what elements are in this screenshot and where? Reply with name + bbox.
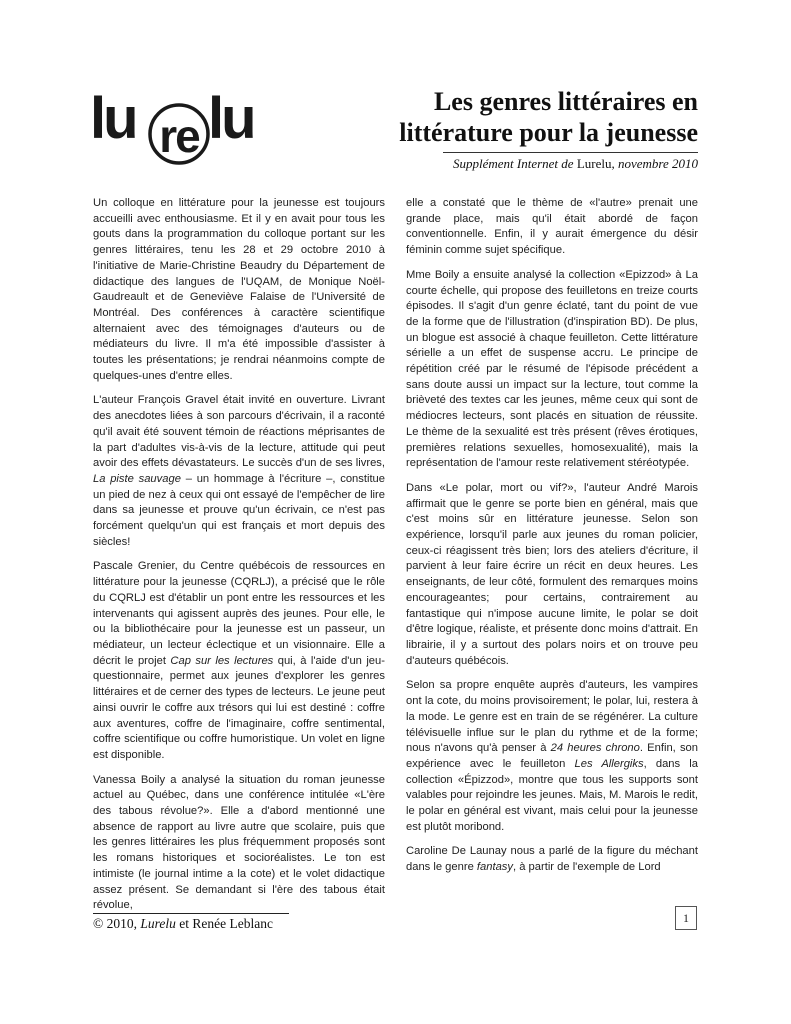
footer-divider xyxy=(93,913,289,914)
page-number: 1 xyxy=(675,906,697,930)
svg-text:lu: lu xyxy=(208,86,254,151)
svg-text:re: re xyxy=(159,110,199,162)
paragraph: Vanessa Boily a analysé la situation du roman jeunesse actuel au Québec, dans une conférence intitulée «L'ère des tabous révolue?». Elle a d'abord mentionné une absence de rapport au livre autre que scolaire, puis que les genres littéraires les plus fréquemment proposés sont les romans historiques et socioréalistes. Le ton est intimiste (le journal intime a la cote) et le volet didactique assez présent. Se demandant si l'ère des tabous était révolue, xyxy=(93,773,385,912)
book-title: La piste sauvage xyxy=(93,472,181,485)
genre-term: fantasy xyxy=(476,861,513,874)
copyright-text: © 2010, xyxy=(93,916,138,931)
copyright-footer xyxy=(93,916,273,932)
project-title: Cap sur les lectures xyxy=(170,654,274,667)
supplement-prefix: Supplément Internet de xyxy=(452,156,574,171)
footer-author: et Renée Leblanc xyxy=(179,916,273,931)
supplement-magazine: Lurelu xyxy=(576,156,612,171)
article-column-right xyxy=(406,196,698,876)
footer-magazine: Lurelu xyxy=(140,916,176,931)
paragraph: Selon sa propre enquête auprès d'auteurs, les vampires ont la cote, du moins provisoirement; le polar, lui, restera à la mode. Le genre est en train de se régénérer. La culture télévisuelle influe sur le plan du rythme et de la forme; nous n'avons qu'à penser à 24 heures chrono. Enfin, son expérience avec le feuilleton Les Allergiks, dans la collection «Épizzod», montre que tous les supports sont valables pour rejoindre les jeunes. Mais, M. Marois le redit, le polar en général est vivant, mais celui pour la jeunesse est plutôt moribond. xyxy=(406,679,698,833)
paragraph: Dans «Le polar, mort ou vif?», l'auteur André Marois affirmait que le genre se porte bien en général, mais que c'est moins sûr en littérature jeunesse. Selon son expérience, lorsqu'il parle aux jeunes du roman policier, ceux-ci réagissent très bien; lors des ateliers d'écriture, il parvient à leur faire écrire un récit en deux heures. Les enseignants, de leur côté, formulent des remarques moins encourageantes; pour certains, contrairement au fantastique qui n'impose aucune limite, le polar se doit d'être logique, réaliste, et présente donc moins d'attrait. En librairie, il y a surtout des polars noirs et on trouve peu d'auteurs québécois. xyxy=(406,481,698,667)
supplement-date: novembre 2010 xyxy=(617,156,698,171)
paragraph: Pascale Grenier, du Centre québécois de ressources en littérature pour la jeunesse (CQRLJ), a précisé que le rôle du CQRLJ est d'établir un pont entre les ressources et les intervenants qui agissent auprès des jeunes. Pour elle, le ou la bibliothécaire pour la jeunesse est un passeur, un médiateur, un lecteur éclectique et un visionnaire. Elle a décrit le projet Cap sur les lectures qui, à l'aide d'un jeu-questionnaire, permet aux jeunes d'explorer les genres littéraires et de cerner des types de lecteurs. Le jeune peut ainsi ouvrir le coffre aux trésors qui lui est destiné : coffre aux aventures, coffre de l'imaginaire, coffre sentimental, coffre scientifique ou coffre humoristique. Un volet en ligne est disponible. xyxy=(93,560,385,761)
lurelu-logo xyxy=(90,86,260,172)
title-line-2: littérature pour la jeunesse xyxy=(399,118,698,147)
show-title: 24 heures chrono xyxy=(550,742,640,755)
paragraph: L'auteur François Gravel était invité en ouverture. Livrant des anecdotes liées à son parcours d'écrivain, il a raconté qu'il avait été souvent témoin de réactions méprisantes de la part d'adultes vis-à-vis de la lecture, attitude qui peut avoir des effets dévastateurs. Le succès d'un de ses livres, La piste sauvage – un hommage à l'écriture –, constitue un pied de nez à ceux qui ont essayé de l'empêcher de lire dans sa jeunesse et prouve qu'un écrivain, ce n'est pas forcément quelqu'un qui est français et mort depuis des siècles! xyxy=(93,394,386,548)
paragraph: Caroline De Launay nous a parlé de la figure du méchant dans le genre fantasy, à partir de l'exemple de Lord xyxy=(406,845,698,874)
title-line-1: Les genres littéraires en xyxy=(433,87,698,116)
article-column-left xyxy=(93,196,385,914)
paragraph: Un colloque en littérature pour la jeunesse est toujours accueilli avec enthousiasme. Et il y en avait pour tous les gouts dans la programmation du colloque portant sur les genres littéraires, tenu les 28 et 29 octobre 2010 à l'initiative de Marie-Christine Beaudry du Département de didactique des langues de l'UQAM, de Monique Noël-Gaudreault et de Geneviève Falaise de l'Université de Montréal. Des conférences à caractère scientifique alternaient avec des témoignages d'auteurs ou de médiateurs du livre. Il m'a été impossible d'assister à toutes les présentations; je rendrai néanmoins compte de quelques-unes d'entre elles. xyxy=(93,197,385,382)
series-title: Les Allergiks xyxy=(574,757,644,770)
header-divider xyxy=(443,152,698,153)
supplement-line: Supplément Internet de Lurelu, novembre 2010 xyxy=(452,156,698,171)
paragraph: elle a constaté que le thème de «l'autre» prenait une grande place, mais qu'il était abordé de façon conventionnelle. Enfin, il y aurait émergence du désir féminin comme sujet spécifique. xyxy=(406,197,698,257)
svg-text:lu: lu xyxy=(90,86,136,151)
paragraph: Mme Boily a ensuite analysé la collection «Epizzod» à La courte échelle, qui propose des feuilletons en treize courts épisodes. Il s'agit d'un genre éclaté, tant du point de vue de la forme que de l'illustration (d'inspiration BD). De plus, un blogue est associé à chaque feuilleton. Cette littérature sérielle a un effet de suspense accru. Le principe de répétition créé par le résumé de l'épisode précédent a sans doute aussi un impact sur la lecture, tout comme la brièveté des textes car les jeunes, même ceux qui sont de médiocres lecteurs, sont placés en situation de réussite. Le thème de la sexualité est très présent (rêves érotiques, premières relations sexuelles, homosexualité), mais la représentation de l'amour reste relativement stéréotypée. xyxy=(406,268,698,470)
page-title xyxy=(360,86,698,148)
